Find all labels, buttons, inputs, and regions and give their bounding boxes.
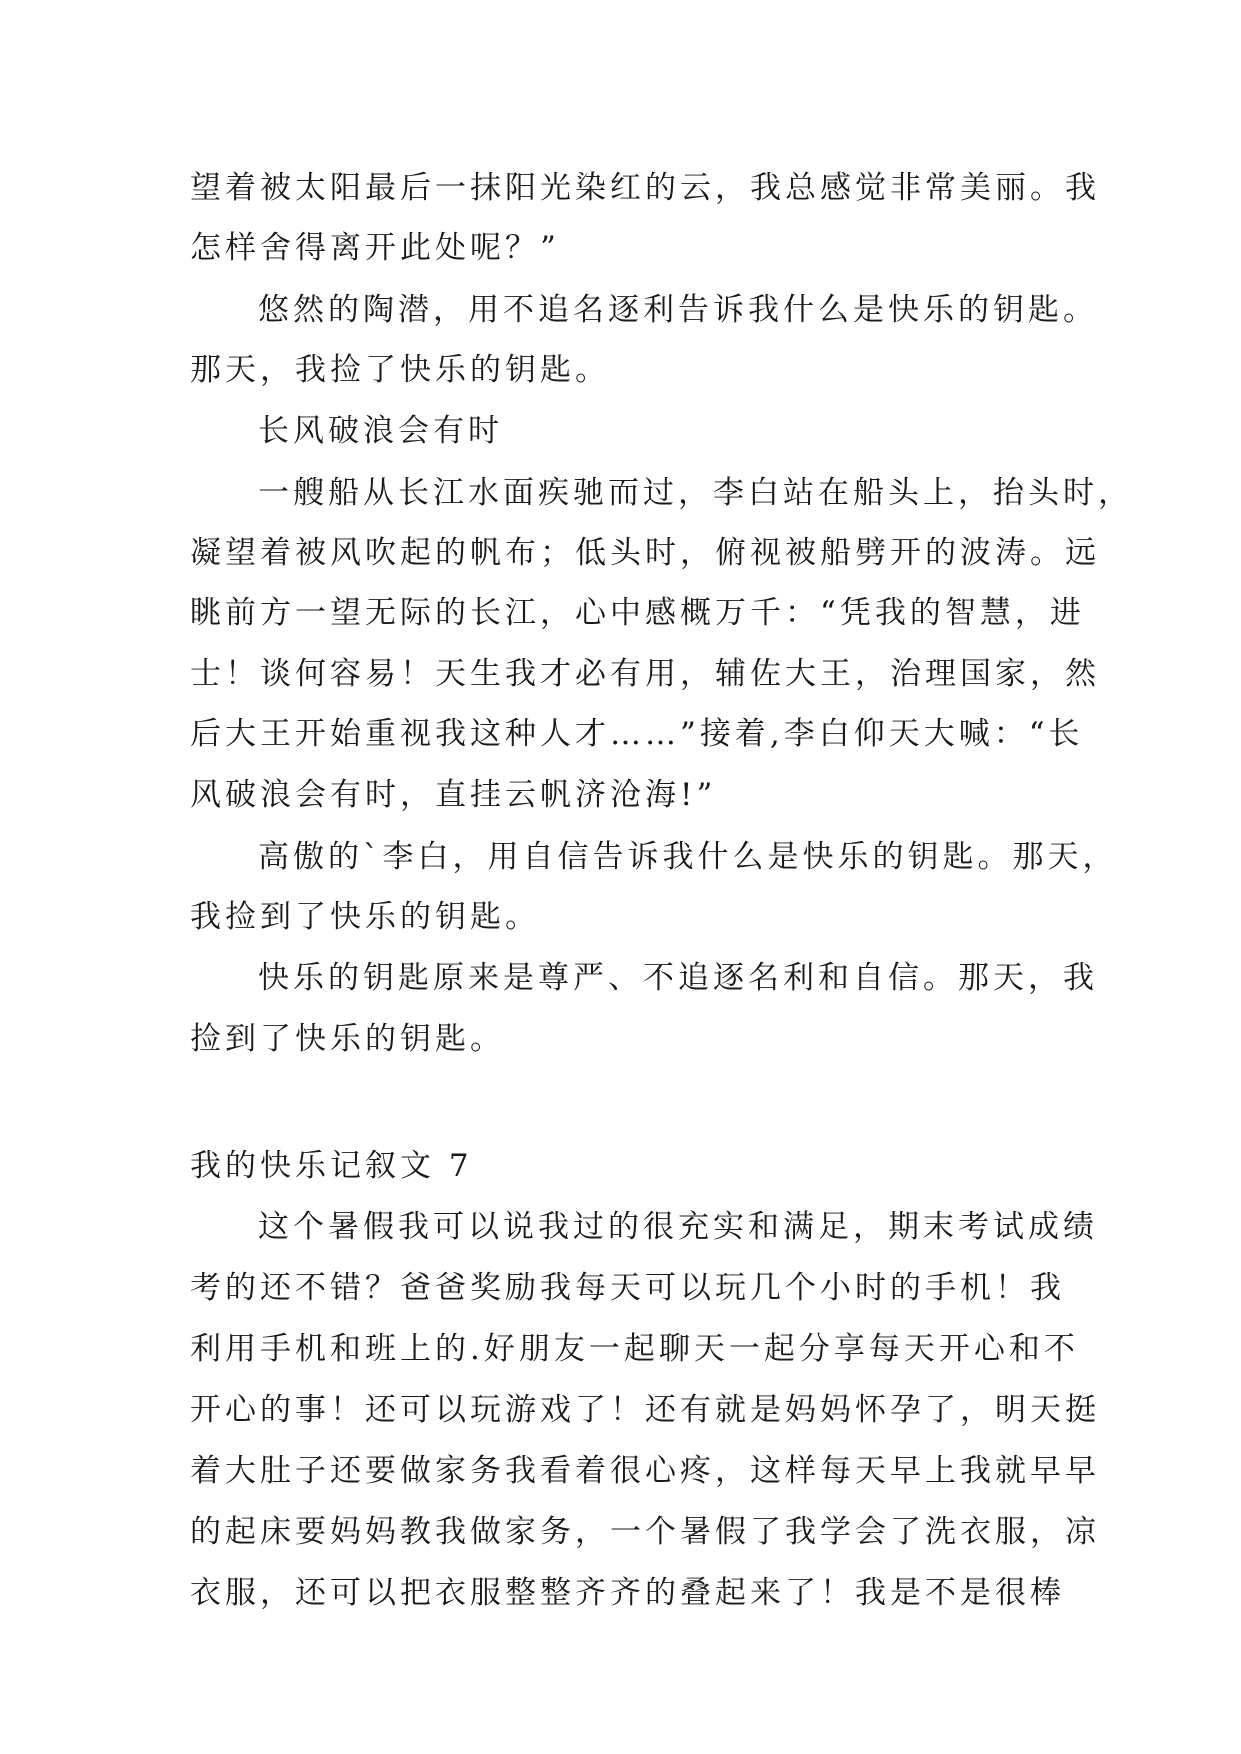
paragraph-start: 这个暑假我可以说我过的很充实和满足，期末考试成绩 bbox=[258, 1209, 1098, 1245]
text-line: 怎样舍得离开此处呢？” bbox=[190, 230, 560, 266]
text-line: 捡到了快乐的钥匙。 bbox=[190, 1021, 505, 1057]
text-line: 我捡到了快乐的钥匙。 bbox=[190, 899, 540, 935]
text-line: 的起床要妈妈教我做家务，一个暑假了我学会了洗衣服，凉 bbox=[190, 1514, 1100, 1550]
text-line: 考的还不错？爸爸奖励我每天可以玩几个小时的手机！我 bbox=[190, 1270, 1065, 1306]
text-line: 望着被太阳最后一抹阳光染红的云，我总感觉非常美丽。我 bbox=[190, 170, 1100, 206]
text-line: 开心的事！还可以玩游戏了！还有就是妈妈怀孕了，明天挺 bbox=[190, 1392, 1100, 1428]
paragraph-start: 快乐的钥匙原来是尊严、不追逐名利和自信。那天，我 bbox=[258, 960, 1098, 996]
paragraph-start: 悠然的陶潜，用不追名逐利告诉我什么是快乐的钥匙。 bbox=[258, 292, 1098, 328]
paragraph-start: 高傲的`李白，用自信告诉我什么是快乐的钥匙。那天， bbox=[258, 839, 1118, 875]
section-heading: 长风破浪会有时 bbox=[258, 413, 503, 449]
text-line: 士！谈何容易！天生我才必有用，辅佐大王，治理国家，然 bbox=[190, 656, 1100, 692]
paragraph-start: 一艘船从长江水面疾驰而过，李白站在船头上，抬头时， bbox=[258, 475, 1133, 511]
text-line: 利用手机和班上的.好朋友一起聊天一起分享每天开心和不 bbox=[190, 1331, 1079, 1367]
text-line: 风破浪会有时，直挂云帆济沧海!” bbox=[190, 777, 717, 813]
text-line: 眺前方一望无际的长江，心中感概万千：“凭我的智慧，进 bbox=[190, 595, 1085, 631]
text-line: 后大王开始重视我这种人才……”接着,李白仰天大喊：“长 bbox=[190, 716, 1084, 752]
essay-title: 我的快乐记叙文 7 bbox=[190, 1148, 473, 1184]
text-line: 那天，我捡了快乐的钥匙。 bbox=[190, 352, 610, 388]
text-line: 着大肚子还要做家务我看着很心疼，这样每天早上我就早早 bbox=[190, 1453, 1100, 1489]
text-line: 凝望着被风吹起的帆布；低头时，俯视被船劈开的波涛。远 bbox=[190, 535, 1100, 571]
text-line: 衣服，还可以把衣服整整齐齐的叠起来了！我是不是很棒 bbox=[190, 1575, 1065, 1611]
